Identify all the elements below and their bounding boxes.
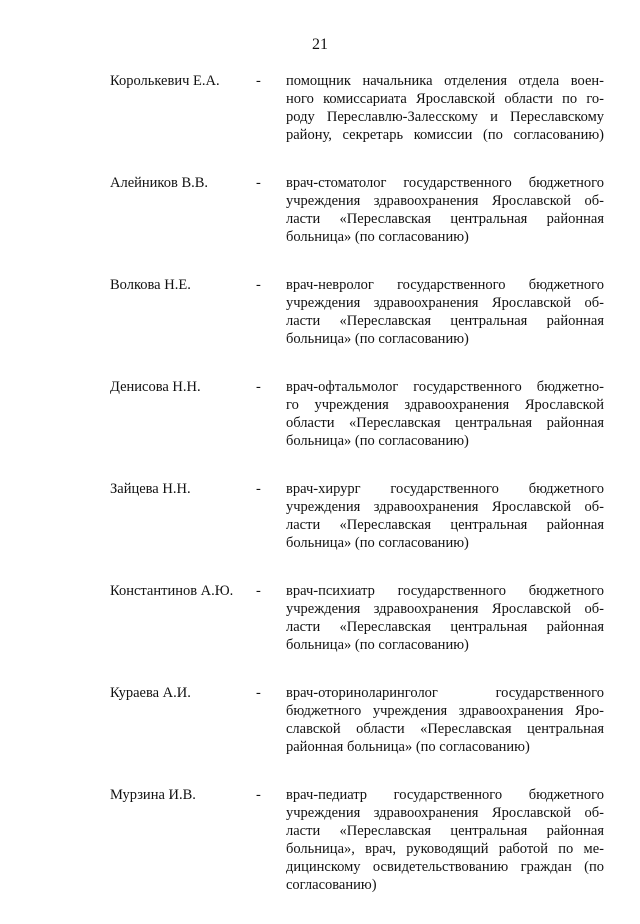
position-line: помощник начальника отделения отдела воен- [286,73,604,89]
dash-separator: - [256,175,261,191]
position-line: ласти «Переславская центральная районная [286,517,604,533]
dash-separator: - [256,583,261,599]
dash-separator: - [256,379,261,395]
position-line: учреждения здравоохранения Ярославской об- [286,805,604,821]
member-position [286,378,604,450]
page-number: 21 [312,36,328,53]
position-line: роду Переславлю-Залесскому и Переславскому [286,109,604,125]
member-position [286,174,604,246]
member-entry [110,684,604,756]
member-name: Кураева А.И. [110,685,191,701]
member-name: Денисова Н.Н. [110,379,201,395]
member-entry [110,786,604,894]
member-entry [110,72,604,144]
position-line: врач-невролог государственного бюджетного [286,277,604,293]
member-position [286,72,604,144]
position-line: дицинскому освидетельствованию граждан (по [286,859,604,875]
member-entry [110,582,604,654]
position-line: больница» (по согласованию) [286,229,469,245]
position-line: врач-стоматолог государственного бюджетного [286,175,604,191]
member-position [286,480,604,552]
dash-separator: - [256,277,261,293]
position-line: району, секретарь комиссии (по согласованию) [286,127,604,143]
member-position [286,684,604,756]
dash-separator: - [256,685,261,701]
position-line: славской области «Переславская центральная [286,721,604,737]
position-line: больница», врач, руководящий работой по ме- [286,841,604,857]
member-entry [110,276,604,348]
position-line: врач-хирург государственного бюджетного [286,481,604,497]
position-line: области «Переславская центральная районная [286,415,604,431]
position-line: ласти «Переславская центральная районная [286,313,604,329]
position-line: согласованию) [286,877,377,893]
dash-separator: - [256,73,261,89]
position-line: ласти «Переславская центральная районная [286,211,604,227]
dash-separator: - [256,787,261,803]
position-line: больница» (по согласованию) [286,535,469,551]
member-position [286,276,604,348]
position-line: бюджетного учреждения здравоохранения Яро- [286,703,604,719]
position-line: ного комиссариата Ярославской области по го- [286,91,604,107]
member-position [286,786,604,894]
position-line: врач-оториноларинголог государственного [286,685,604,701]
member-name: Мурзина И.В. [110,787,196,803]
member-entry [110,378,604,450]
member-name: Волкова Н.Е. [110,277,191,293]
member-entry [110,174,604,246]
member-position [286,582,604,654]
position-line: учреждения здравоохранения Ярославской об- [286,193,604,209]
position-line: го учреждения здравоохранения Ярославской [286,397,604,413]
position-line: врач-офтальмолог государственного бюджетно- [286,379,604,395]
member-name: Алейников В.В. [110,175,209,191]
position-line: больница» (по согласованию) [286,433,469,449]
member-entry [110,480,604,552]
position-line: ласти «Переславская центральная районная [286,823,604,839]
position-line: учреждения здравоохранения Ярославской об- [286,601,604,617]
position-line: ласти «Переславская центральная районная [286,619,604,635]
member-name: Королькевич Е.А. [110,73,220,89]
commission-members-list [110,72,604,924]
position-line: районная больница» (по согласованию) [286,739,530,755]
position-line: учреждения здравоохранения Ярославской об- [286,295,604,311]
position-line: больница» (по согласованию) [286,331,469,347]
dash-separator: - [256,481,261,497]
position-line: врач-педиатр государственного бюджетного [286,787,604,803]
member-name: Константинов А.Ю. [110,583,234,599]
position-line: врач-психиатр государственного бюджетного [286,583,604,599]
position-line: учреждения здравоохранения Ярославской об- [286,499,604,515]
member-name: Зайцева Н.Н. [110,481,191,497]
position-line: больница» (по согласованию) [286,637,469,653]
